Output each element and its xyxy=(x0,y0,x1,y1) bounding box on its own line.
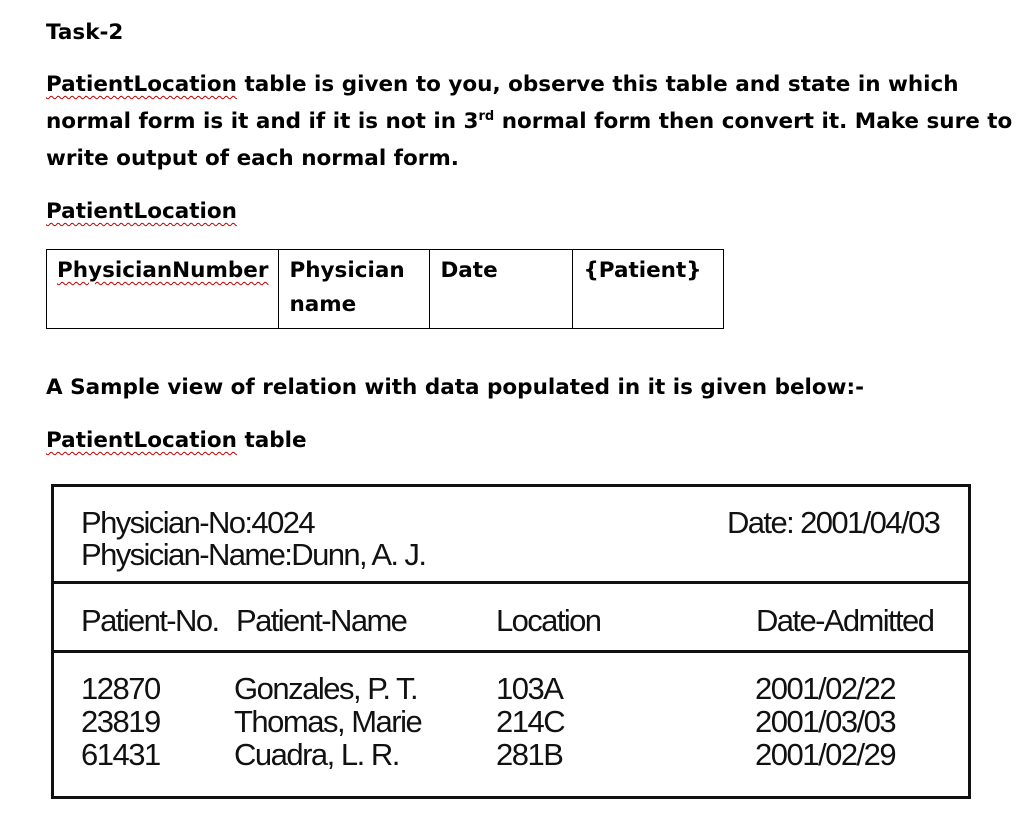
scan-top-rule xyxy=(52,484,970,487)
instruction-line-3: write output of each normal form. xyxy=(46,146,459,171)
schema-title: PatientLocation xyxy=(46,199,237,224)
scan-left-border xyxy=(51,484,54,799)
location-cell: 103A xyxy=(496,671,563,706)
instruction-line-2-text: normal form is it and if it is not in 3 xyxy=(46,109,479,134)
patient-no-column xyxy=(81,672,160,771)
schema-col-patient: {Patient} xyxy=(583,258,702,283)
schema-table xyxy=(46,249,724,329)
schema-cell-physician-number xyxy=(47,250,279,329)
schema-cell-patient xyxy=(573,250,724,329)
sample-caption-rest: table xyxy=(236,428,307,453)
sample-caption-table-name: PatientLocation xyxy=(46,428,237,453)
header-patient-no: Patient-No. xyxy=(81,603,219,638)
instruction-line-2-rest: normal form then convert it. Make sure to xyxy=(494,109,1013,134)
patient-name-column xyxy=(234,672,421,771)
header-location: Location xyxy=(496,603,601,638)
ordinal-superscript: rd xyxy=(478,109,495,124)
scan-rule-after-headers xyxy=(52,650,970,653)
instruction-line-1 xyxy=(46,72,959,97)
scan-rule-after-physician xyxy=(52,581,970,584)
date-admitted-cell: 2001/02/29 xyxy=(755,737,896,772)
date-admitted-column xyxy=(755,672,895,771)
schema-col-name: name xyxy=(289,292,357,317)
schema-cell-physician-name xyxy=(279,250,430,329)
schema-col-physician: Physician xyxy=(289,258,405,283)
scan-bottom-rule xyxy=(52,796,970,799)
header-date-admitted: Date-Admitted xyxy=(756,603,934,638)
sample-relation-image xyxy=(46,474,986,808)
report-date: Date: 2001/04/03 xyxy=(727,505,940,540)
schema-col-physician-number: PhysicianNumber xyxy=(57,258,269,283)
patient-no-cell: 12870 xyxy=(81,671,160,706)
physician-name: Physician-Name:Dunn, A. J. xyxy=(81,537,426,572)
sample-intro: A Sample view of relation with data populated in it is given below:- xyxy=(46,375,865,400)
patient-name-cell: Gonzales, P. T. xyxy=(234,671,418,706)
instruction-table-name: PatientLocation xyxy=(46,72,237,97)
patient-name-cell: Cuadra, L. R. xyxy=(234,737,399,772)
location-cell: 214C xyxy=(496,704,565,739)
schema-col-date: Date xyxy=(440,258,498,283)
patient-no-cell: 23819 xyxy=(81,704,160,739)
location-column xyxy=(496,672,564,771)
patient-name-cell: Thomas, Marie xyxy=(234,704,422,739)
schema-cell-date xyxy=(430,250,573,329)
instruction-line-1-text: table is given to you, observe this table and state in which xyxy=(236,72,959,97)
patient-no-cell: 61431 xyxy=(81,737,160,772)
location-cell: 281B xyxy=(496,737,563,772)
instruction-line-2 xyxy=(46,109,1012,134)
date-admitted-cell: 2001/03/03 xyxy=(755,704,896,739)
physician-number: Physician-No:4024 xyxy=(81,505,315,540)
header-patient-name: Patient-Name xyxy=(236,603,407,638)
task-heading: Task-2 xyxy=(46,20,124,45)
date-admitted-cell: 2001/02/22 xyxy=(755,671,896,706)
sample-caption xyxy=(46,428,307,453)
scan-right-border xyxy=(968,484,971,799)
